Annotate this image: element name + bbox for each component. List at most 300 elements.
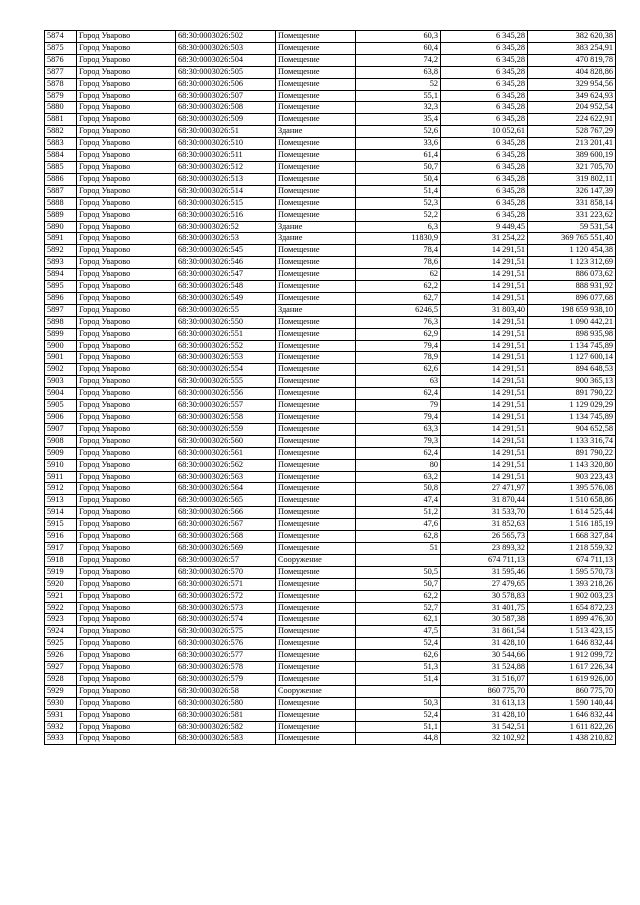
cadastral-value-cell: 321 705,70 xyxy=(528,161,616,173)
municipality-cell: Город Уварово xyxy=(77,66,176,78)
municipality-cell: Город Уварово xyxy=(77,554,176,566)
municipality-cell: Город Уварово xyxy=(77,161,176,173)
row-number-cell: 5875 xyxy=(45,42,77,54)
table-row xyxy=(45,590,616,602)
area-cell: 55,1 xyxy=(356,90,441,102)
cadastral-value-cell: 1 902 003,23 xyxy=(528,590,616,602)
specific-value-cell: 14 291,51 xyxy=(441,316,528,328)
specific-value-cell: 31 542,51 xyxy=(441,721,528,733)
cadastral-number-cell: 68:30:0003026:549 xyxy=(176,292,276,304)
cadastral-value-cell: 1 590 140,44 xyxy=(528,697,616,709)
cadastral-number-cell: 68:30:0003026:505 xyxy=(176,66,276,78)
table-row xyxy=(45,42,616,54)
row-number-cell: 5894 xyxy=(45,269,77,281)
specific-value-cell: 14 291,51 xyxy=(441,364,528,376)
object-type-cell: Помещение xyxy=(276,161,356,173)
table-row xyxy=(45,721,616,733)
municipality-cell: Город Уварово xyxy=(77,364,176,376)
table-row xyxy=(45,447,616,459)
row-number-cell: 5922 xyxy=(45,602,77,614)
table-row xyxy=(45,685,616,697)
area-cell xyxy=(356,554,441,566)
object-type-cell: Помещение xyxy=(276,364,356,376)
municipality-cell: Город Уварово xyxy=(77,221,176,233)
specific-value-cell: 6 345,28 xyxy=(441,66,528,78)
cadastral-value-cell: 326 147,39 xyxy=(528,185,616,197)
specific-value-cell: 27 471,97 xyxy=(441,483,528,495)
cadastral-value-cell: 204 952,54 xyxy=(528,102,616,114)
municipality-cell: Город Уварово xyxy=(77,388,176,400)
cadastral-number-cell: 68:30:0003026:547 xyxy=(176,269,276,281)
specific-value-cell: 6 345,28 xyxy=(441,78,528,90)
cadastral-value-cell: 1 611 822,26 xyxy=(528,721,616,733)
cadastral-number-cell: 68:30:0003026:554 xyxy=(176,364,276,376)
table-row xyxy=(45,269,616,281)
municipality-cell: Город Уварово xyxy=(77,590,176,602)
municipality-cell: Город Уварово xyxy=(77,602,176,614)
specific-value-cell: 6 345,28 xyxy=(441,161,528,173)
municipality-cell: Город Уварово xyxy=(77,233,176,245)
cadastral-value-cell: 369 765 551,40 xyxy=(528,233,616,245)
cadastral-value-cell: 404 828,86 xyxy=(528,66,616,78)
cadastral-number-cell: 68:30:0003026:580 xyxy=(176,697,276,709)
cadastral-value-cell: 900 365,13 xyxy=(528,376,616,388)
municipality-cell: Город Уварово xyxy=(77,423,176,435)
cadastral-number-cell: 68:30:0003026:503 xyxy=(176,42,276,54)
cadastral-number-cell: 68:30:0003026:508 xyxy=(176,102,276,114)
object-type-cell: Помещение xyxy=(276,31,356,43)
cadastral-number-cell: 68:30:0003026:552 xyxy=(176,340,276,352)
table-row xyxy=(45,400,616,412)
specific-value-cell: 31 516,07 xyxy=(441,673,528,685)
area-cell: 6,3 xyxy=(356,221,441,233)
municipality-cell: Город Уварово xyxy=(77,709,176,721)
table-row xyxy=(45,376,616,388)
cadastral-number-cell: 68:30:0003026:559 xyxy=(176,423,276,435)
table-row xyxy=(45,423,616,435)
specific-value-cell: 6 345,28 xyxy=(441,173,528,185)
table-row xyxy=(45,340,616,352)
cadastral-value-cell: 1 646 832,44 xyxy=(528,638,616,650)
specific-value-cell: 14 291,51 xyxy=(441,328,528,340)
area-cell: 63,2 xyxy=(356,471,441,483)
area-cell: 50,4 xyxy=(356,173,441,185)
municipality-cell: Город Уварово xyxy=(77,626,176,638)
object-type-cell: Помещение xyxy=(276,590,356,602)
specific-value-cell: 14 291,51 xyxy=(441,257,528,269)
area-cell: 63,3 xyxy=(356,423,441,435)
row-number-cell: 5915 xyxy=(45,519,77,531)
cadastral-value-cell: 59 531,54 xyxy=(528,221,616,233)
object-type-cell: Помещение xyxy=(276,54,356,66)
specific-value-cell: 14 291,51 xyxy=(441,340,528,352)
area-cell: 51 xyxy=(356,542,441,554)
object-type-cell: Помещение xyxy=(276,531,356,543)
object-type-cell: Помещение xyxy=(276,673,356,685)
area-cell: 80 xyxy=(356,459,441,471)
cadastral-number-cell: 68:30:0003026:512 xyxy=(176,161,276,173)
municipality-cell: Город Уварово xyxy=(77,257,176,269)
table-row xyxy=(45,435,616,447)
specific-value-cell: 31 861,54 xyxy=(441,626,528,638)
row-number-cell: 5899 xyxy=(45,328,77,340)
cadastral-number-cell: 68:30:0003026:52 xyxy=(176,221,276,233)
cadastral-number-cell: 68:30:0003026:58 xyxy=(176,685,276,697)
table-row xyxy=(45,507,616,519)
object-type-cell: Помещение xyxy=(276,328,356,340)
specific-value-cell: 6 345,28 xyxy=(441,150,528,162)
object-type-cell: Помещение xyxy=(276,447,356,459)
cadastral-number-cell: 68:30:0003026:579 xyxy=(176,673,276,685)
table-row xyxy=(45,221,616,233)
row-number-cell: 5912 xyxy=(45,483,77,495)
object-type-cell: Помещение xyxy=(276,626,356,638)
cadastral-number-cell: 68:30:0003026:570 xyxy=(176,566,276,578)
row-number-cell: 5900 xyxy=(45,340,77,352)
area-cell: 62,8 xyxy=(356,531,441,543)
area-cell: 62,2 xyxy=(356,590,441,602)
table-row xyxy=(45,531,616,543)
row-number-cell: 5932 xyxy=(45,721,77,733)
cadastral-value-cell: 389 600,19 xyxy=(528,150,616,162)
area-cell: 63 xyxy=(356,376,441,388)
object-type-cell: Помещение xyxy=(276,376,356,388)
municipality-cell: Город Уварово xyxy=(77,519,176,531)
row-number-cell: 5888 xyxy=(45,197,77,209)
table-row xyxy=(45,161,616,173)
area-cell: 32,3 xyxy=(356,102,441,114)
specific-value-cell: 31 254,22 xyxy=(441,233,528,245)
cadastral-number-cell: 68:30:0003026:555 xyxy=(176,376,276,388)
cadastral-value-cell: 528 767,29 xyxy=(528,126,616,138)
object-type-cell: Сооружение xyxy=(276,685,356,697)
area-cell: 62,4 xyxy=(356,447,441,459)
cadastral-value-cell: 1 899 476,30 xyxy=(528,614,616,626)
area-cell: 52,7 xyxy=(356,602,441,614)
cadastral-number-cell: 68:30:0003026:509 xyxy=(176,114,276,126)
cadastral-number-cell: 68:30:0003026:569 xyxy=(176,542,276,554)
table-row xyxy=(45,31,616,43)
municipality-cell: Город Уварово xyxy=(77,733,176,745)
row-number-cell: 5908 xyxy=(45,435,77,447)
specific-value-cell: 6 345,28 xyxy=(441,90,528,102)
object-type-cell: Помещение xyxy=(276,114,356,126)
row-number-cell: 5895 xyxy=(45,281,77,293)
cadastral-value-cell: 1 617 226,34 xyxy=(528,662,616,674)
municipality-cell: Город Уварово xyxy=(77,459,176,471)
cadastral-value-cell: 860 775,70 xyxy=(528,685,616,697)
row-number-cell: 5903 xyxy=(45,376,77,388)
area-cell: 62,4 xyxy=(356,388,441,400)
cadastral-number-cell: 68:30:0003026:581 xyxy=(176,709,276,721)
table-row xyxy=(45,78,616,90)
area-cell: 79,4 xyxy=(356,340,441,352)
municipality-cell: Город Уварово xyxy=(77,447,176,459)
cadastral-number-cell: 68:30:0003026:571 xyxy=(176,578,276,590)
cadastral-number-cell: 68:30:0003026:572 xyxy=(176,590,276,602)
cadastral-value-cell: 1 395 576,08 xyxy=(528,483,616,495)
object-type-cell: Помещение xyxy=(276,316,356,328)
object-type-cell: Помещение xyxy=(276,42,356,54)
object-type-cell: Помещение xyxy=(276,281,356,293)
row-number-cell: 5904 xyxy=(45,388,77,400)
area-cell: 52,3 xyxy=(356,197,441,209)
area-cell: 47,6 xyxy=(356,519,441,531)
municipality-cell: Город Уварово xyxy=(77,328,176,340)
cadastral-value-cell: 329 954,56 xyxy=(528,78,616,90)
row-number-cell: 5923 xyxy=(45,614,77,626)
cadastral-number-cell: 68:30:0003026:548 xyxy=(176,281,276,293)
row-number-cell: 5880 xyxy=(45,102,77,114)
cadastral-number-cell: 68:30:0003026:55 xyxy=(176,304,276,316)
area-cell: 51,2 xyxy=(356,507,441,519)
specific-value-cell: 31 401,75 xyxy=(441,602,528,614)
specific-value-cell: 31 803,40 xyxy=(441,304,528,316)
row-number-cell: 5910 xyxy=(45,459,77,471)
table-row xyxy=(45,102,616,114)
cadastral-value-cell: 1 595 570,73 xyxy=(528,566,616,578)
area-cell: 52,6 xyxy=(356,126,441,138)
area-cell: 51,3 xyxy=(356,662,441,674)
cadastral-value-cell: 896 077,68 xyxy=(528,292,616,304)
cadastral-value-cell: 1 120 454,38 xyxy=(528,245,616,257)
object-type-cell: Помещение xyxy=(276,662,356,674)
cadastral-number-cell: 68:30:0003026:563 xyxy=(176,471,276,483)
municipality-cell: Город Уварово xyxy=(77,673,176,685)
row-number-cell: 5911 xyxy=(45,471,77,483)
row-number-cell: 5898 xyxy=(45,316,77,328)
object-type-cell: Помещение xyxy=(276,459,356,471)
row-number-cell: 5905 xyxy=(45,400,77,412)
municipality-cell: Город Уварово xyxy=(77,352,176,364)
row-number-cell: 5892 xyxy=(45,245,77,257)
cadastral-value-cell: 1 134 745,89 xyxy=(528,412,616,424)
cadastral-value-cell: 382 620,38 xyxy=(528,31,616,43)
specific-value-cell: 27 479,65 xyxy=(441,578,528,590)
municipality-cell: Город Уварово xyxy=(77,150,176,162)
table-row xyxy=(45,352,616,364)
cadastral-value-cell: 1 393 218,26 xyxy=(528,578,616,590)
area-cell: 79,3 xyxy=(356,435,441,447)
municipality-cell: Город Уварово xyxy=(77,471,176,483)
cadastral-number-cell: 68:30:0003026:502 xyxy=(176,31,276,43)
area-cell: 35,4 xyxy=(356,114,441,126)
area-cell: 62,6 xyxy=(356,650,441,662)
cadastral-value-cell: 888 931,92 xyxy=(528,281,616,293)
cadastral-number-cell: 68:30:0003026:507 xyxy=(176,90,276,102)
specific-value-cell: 31 428,10 xyxy=(441,709,528,721)
specific-value-cell: 6 345,28 xyxy=(441,138,528,150)
cadastral-number-cell: 68:30:0003026:506 xyxy=(176,78,276,90)
cadastral-value-cell: 1 668 327,84 xyxy=(528,531,616,543)
cadastral-value-cell: 1 438 210,82 xyxy=(528,733,616,745)
cadastral-value-cell: 1 510 658,86 xyxy=(528,495,616,507)
object-type-cell: Здание xyxy=(276,304,356,316)
table-row xyxy=(45,614,616,626)
table-row xyxy=(45,733,616,745)
cadastral-value-cell: 1 912 099,72 xyxy=(528,650,616,662)
specific-value-cell: 31 852,63 xyxy=(441,519,528,531)
cadastral-number-cell: 68:30:0003026:545 xyxy=(176,245,276,257)
area-cell: 50,7 xyxy=(356,161,441,173)
row-number-cell: 5906 xyxy=(45,412,77,424)
object-type-cell: Помещение xyxy=(276,150,356,162)
cadastral-value-cell: 331 223,62 xyxy=(528,209,616,221)
cadastral-number-cell: 68:30:0003026:553 xyxy=(176,352,276,364)
specific-value-cell: 6 345,28 xyxy=(441,31,528,43)
object-type-cell: Здание xyxy=(276,126,356,138)
specific-value-cell: 860 775,70 xyxy=(441,685,528,697)
cadastral-number-cell: 68:30:0003026:558 xyxy=(176,412,276,424)
municipality-cell: Город Уварово xyxy=(77,126,176,138)
specific-value-cell: 14 291,51 xyxy=(441,423,528,435)
area-cell: 50,8 xyxy=(356,483,441,495)
cadastral-number-cell: 68:30:0003026:513 xyxy=(176,173,276,185)
specific-value-cell: 6 345,28 xyxy=(441,54,528,66)
cadastral-value-cell: 1 134 745,89 xyxy=(528,340,616,352)
table-row xyxy=(45,471,616,483)
cadastral-number-cell: 68:30:0003026:576 xyxy=(176,638,276,650)
municipality-cell: Город Уварово xyxy=(77,304,176,316)
row-number-cell: 5926 xyxy=(45,650,77,662)
row-number-cell: 5931 xyxy=(45,709,77,721)
area-cell: 62,2 xyxy=(356,281,441,293)
object-type-cell: Помещение xyxy=(276,483,356,495)
cadastral-value-cell: 213 201,41 xyxy=(528,138,616,150)
object-type-cell: Помещение xyxy=(276,507,356,519)
area-cell: 62 xyxy=(356,269,441,281)
object-type-cell: Помещение xyxy=(276,471,356,483)
table-row xyxy=(45,54,616,66)
specific-value-cell: 14 291,51 xyxy=(441,352,528,364)
cadastral-number-cell: 68:30:0003026:51 xyxy=(176,126,276,138)
table-row xyxy=(45,578,616,590)
table-row xyxy=(45,209,616,221)
specific-value-cell: 6 345,28 xyxy=(441,185,528,197)
area-cell: 51,4 xyxy=(356,673,441,685)
specific-value-cell: 31 870,44 xyxy=(441,495,528,507)
cadastral-number-cell: 68:30:0003026:57 xyxy=(176,554,276,566)
table-row xyxy=(45,554,616,566)
municipality-cell: Город Уварово xyxy=(77,435,176,447)
table-row xyxy=(45,673,616,685)
row-number-cell: 5930 xyxy=(45,697,77,709)
specific-value-cell: 6 345,28 xyxy=(441,209,528,221)
table-row xyxy=(45,542,616,554)
cadastral-number-cell: 68:30:0003026:557 xyxy=(176,400,276,412)
cadastral-number-cell: 68:30:0003026:577 xyxy=(176,650,276,662)
object-type-cell: Помещение xyxy=(276,388,356,400)
table-row xyxy=(45,245,616,257)
cadastral-number-cell: 68:30:0003026:515 xyxy=(176,197,276,209)
row-number-cell: 5893 xyxy=(45,257,77,269)
cadastral-value-cell: 1 614 525,44 xyxy=(528,507,616,519)
row-number-cell: 5916 xyxy=(45,531,77,543)
table-row xyxy=(45,292,616,304)
specific-value-cell: 14 291,51 xyxy=(441,447,528,459)
table-row xyxy=(45,364,616,376)
area-cell xyxy=(356,685,441,697)
cadastral-value-cell: 1 090 442,21 xyxy=(528,316,616,328)
row-number-cell: 5889 xyxy=(45,209,77,221)
area-cell: 61,4 xyxy=(356,150,441,162)
specific-value-cell: 14 291,51 xyxy=(441,388,528,400)
municipality-cell: Город Уварово xyxy=(77,42,176,54)
cadastral-value-cell: 674 711,13 xyxy=(528,554,616,566)
document-page xyxy=(44,30,616,745)
municipality-cell: Город Уварово xyxy=(77,614,176,626)
specific-value-cell: 14 291,51 xyxy=(441,245,528,257)
municipality-cell: Город Уварово xyxy=(77,507,176,519)
table-row xyxy=(45,412,616,424)
row-number-cell: 5879 xyxy=(45,90,77,102)
object-type-cell: Помещение xyxy=(276,495,356,507)
row-number-cell: 5883 xyxy=(45,138,77,150)
row-number-cell: 5882 xyxy=(45,126,77,138)
specific-value-cell: 31 595,46 xyxy=(441,566,528,578)
table-body xyxy=(45,31,616,745)
municipality-cell: Город Уварово xyxy=(77,90,176,102)
specific-value-cell: 14 291,51 xyxy=(441,412,528,424)
row-number-cell: 5918 xyxy=(45,554,77,566)
row-number-cell: 5881 xyxy=(45,114,77,126)
table-row xyxy=(45,566,616,578)
cadastral-number-cell: 68:30:0003026:561 xyxy=(176,447,276,459)
row-number-cell: 5876 xyxy=(45,54,77,66)
object-type-cell: Помещение xyxy=(276,352,356,364)
cadastral-number-cell: 68:30:0003026:578 xyxy=(176,662,276,674)
municipality-cell: Город Уварово xyxy=(77,269,176,281)
row-number-cell: 5909 xyxy=(45,447,77,459)
row-number-cell: 5878 xyxy=(45,78,77,90)
cadastral-value-cell: 1 646 832,44 xyxy=(528,709,616,721)
table-row xyxy=(45,66,616,78)
municipality-cell: Город Уварово xyxy=(77,542,176,554)
table-row xyxy=(45,138,616,150)
row-number-cell: 5933 xyxy=(45,733,77,745)
table-row xyxy=(45,316,616,328)
row-number-cell: 5877 xyxy=(45,66,77,78)
specific-value-cell: 9 449,45 xyxy=(441,221,528,233)
object-type-cell: Помещение xyxy=(276,292,356,304)
object-type-cell: Помещение xyxy=(276,66,356,78)
specific-value-cell: 674 711,13 xyxy=(441,554,528,566)
table-row xyxy=(45,150,616,162)
table-row xyxy=(45,114,616,126)
row-number-cell: 5902 xyxy=(45,364,77,376)
area-cell: 47,5 xyxy=(356,626,441,638)
cadastral-number-cell: 68:30:0003026:562 xyxy=(176,459,276,471)
row-number-cell: 5920 xyxy=(45,578,77,590)
table-row xyxy=(45,650,616,662)
municipality-cell: Город Уварово xyxy=(77,31,176,43)
municipality-cell: Город Уварово xyxy=(77,173,176,185)
cadastral-value-cell: 349 624,93 xyxy=(528,90,616,102)
cadastral-number-cell: 68:30:0003026:582 xyxy=(176,721,276,733)
row-number-cell: 5928 xyxy=(45,673,77,685)
table-row xyxy=(45,388,616,400)
specific-value-cell: 30 587,38 xyxy=(441,614,528,626)
object-type-cell: Помещение xyxy=(276,78,356,90)
cadastral-number-cell: 68:30:0003026:556 xyxy=(176,388,276,400)
municipality-cell: Город Уварово xyxy=(77,495,176,507)
area-cell: 60,3 xyxy=(356,31,441,43)
area-cell: 79 xyxy=(356,400,441,412)
municipality-cell: Город Уварово xyxy=(77,245,176,257)
row-number-cell: 5884 xyxy=(45,150,77,162)
area-cell: 52,2 xyxy=(356,209,441,221)
cadastral-number-cell: 68:30:0003026:560 xyxy=(176,435,276,447)
